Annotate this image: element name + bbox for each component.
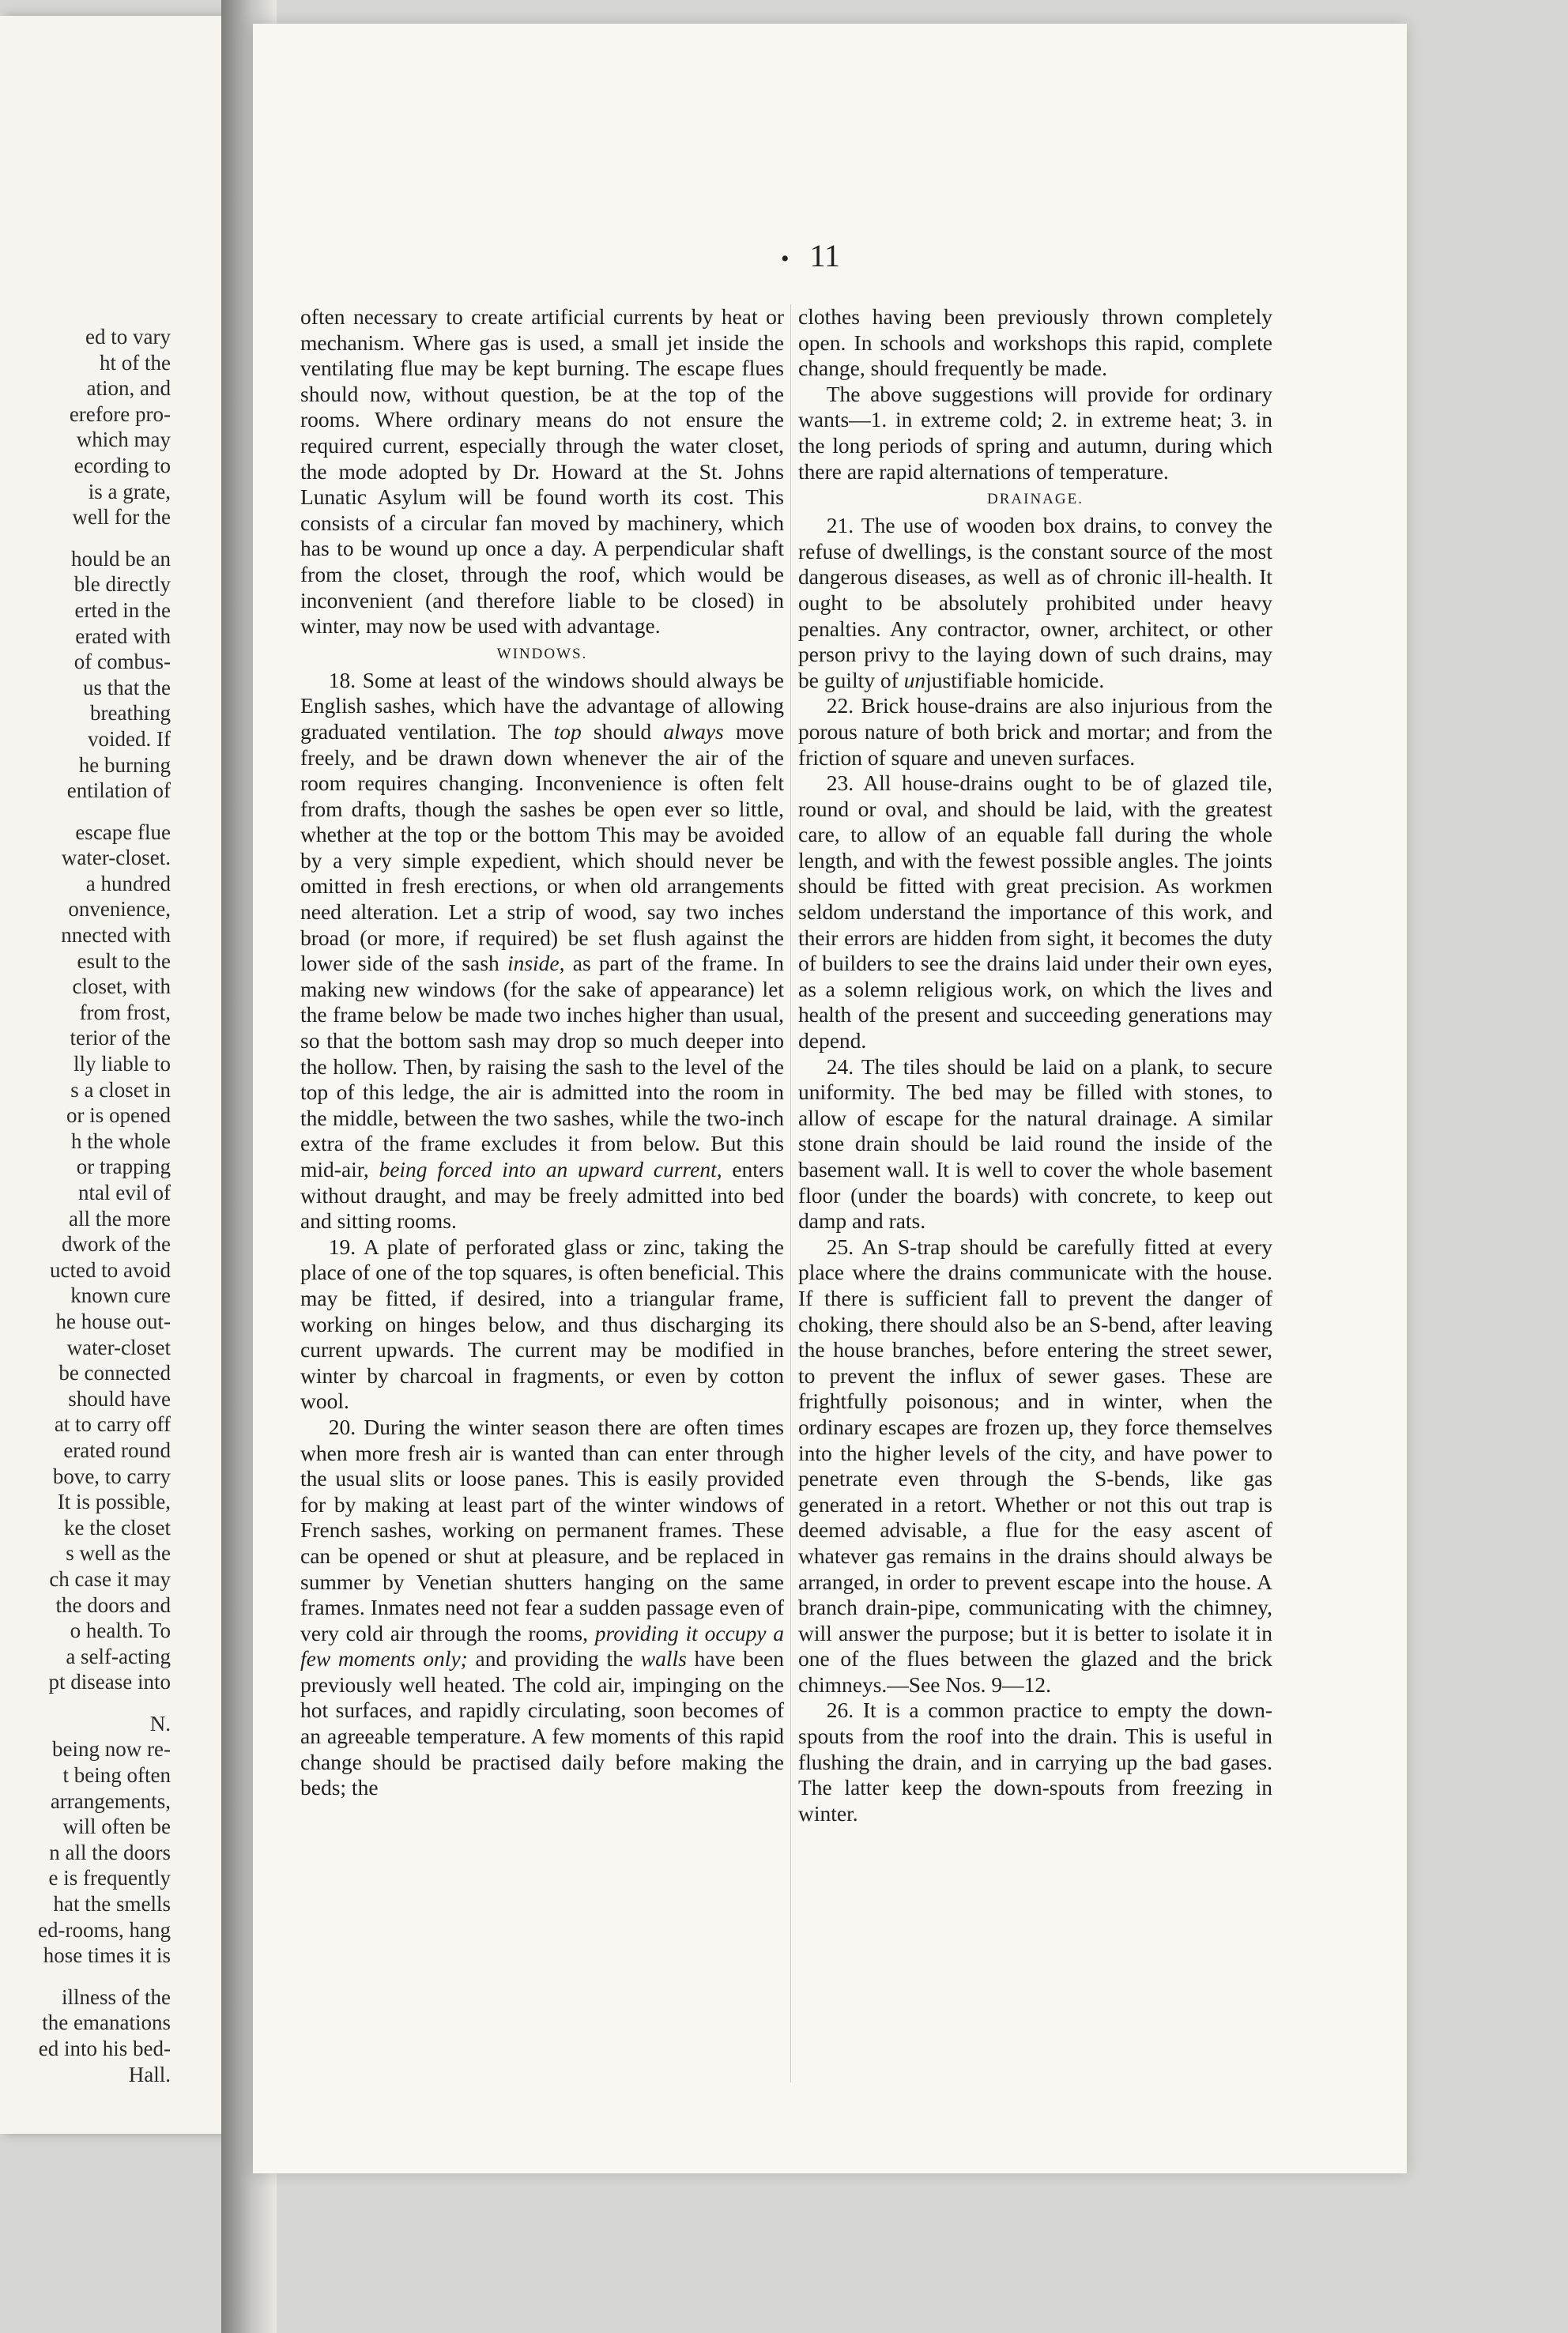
- fragment-line: the doors and: [55, 1592, 171, 1617]
- column-divider: [790, 304, 791, 2082]
- paragraph-21: 21. The use of wooden box drains, to convey the refuse of dwellings, is the constant source of the most dangerous diseases, as well as of chronic ill-health. It ought to be absolutely prohibited under heavy penalties. Any contractor, owner, architect, or other person privy to the laying down of such drains, may be guilty of unjustifiable homicide.: [798, 513, 1272, 692]
- fragment-line: or is opened: [66, 1103, 171, 1128]
- fragment-line: he burning: [78, 752, 171, 777]
- fragment-line: ed to vary: [85, 325, 171, 349]
- paragraph-24: 24. The tiles should be laid on a plank, to secure uniformity. The bed may be filled with stones, to allow of escape for the natural drainage. A similar stone drain should be laid round the inside of the basement wall. It is well to cover the whole basement floor (under the boards) with concrete, to keep out damp and rats.: [798, 1053, 1272, 1234]
- page-number: [781, 237, 840, 274]
- fragment-line: well for the: [72, 505, 171, 530]
- fragment-line: entilation of: [66, 778, 171, 803]
- fragment-line: a hundred: [85, 871, 171, 895]
- fragment-line: ch case it may: [49, 1566, 171, 1591]
- fragment-line: terior of the: [70, 1026, 171, 1050]
- fragment-gap: [0, 1695, 171, 1711]
- fragment-line: ucted to avoid: [50, 1257, 171, 1282]
- fragment-line: water-closet.: [61, 846, 171, 870]
- fragment-line: or trapping: [76, 1155, 171, 1179]
- paragraph-ventilation-continued: often necessary to create artificial currents by heat or mechanism. Where gas is used, a small jet inside the ventilating flue may be kept burning. The escape flues should now, without question, be at the top of the rooms. Where ordinary means do not ensure the required current, especially through the water closet, the mode adopted by Dr. Howard at the St. Johns Lunatic Asylum will be found worth its cost. This consists of a circular fan moved by machinery, which has to be wound up once a day. A perpendicular shaft from the closet, through the roof, which would be inconvenient (and therefore liable to be closed) in winter, may now be used with advantage.: [300, 304, 784, 639]
- fragment-line: voided. If: [88, 726, 171, 751]
- paragraph-19: 19. A plate of perforated glass or zinc, taking the place of one of the top squares, is often beneficial. This may be fitted, if desired, into a triangular frame, working on hinges below, and thus discharging its current upwards. The current may be modified in winter by charcoal in fragments, or even by cotton wool.: [300, 1234, 784, 1414]
- right-column: [798, 304, 1272, 1826]
- fragment-line: is a grate,: [88, 479, 171, 503]
- fragment-line: ntal evil of: [78, 1181, 171, 1204]
- fragment-line: s a closet in: [70, 1077, 171, 1102]
- fragment-line: N.: [149, 1711, 171, 1736]
- section-heading-drainage: DRAINAGE.: [987, 491, 1084, 508]
- fragment-line: breathing: [90, 701, 171, 726]
- fragment-line: will often be: [62, 1815, 171, 1839]
- fragment-line: ed into his bed-: [38, 2037, 171, 2060]
- paragraph-22: 22. Brick house-drains are also injurious from the porous nature of both brick and mortar; and from the friction of square and uneven surfaces.: [798, 693, 1272, 770]
- fragment-line: escape flue: [75, 820, 171, 844]
- left-column: [300, 304, 784, 1801]
- page-number-value: 11: [809, 238, 841, 273]
- fragment-line: t being often: [62, 1763, 171, 1788]
- fragment-line: nnected with: [61, 923, 171, 948]
- fragment-gap: [0, 530, 171, 546]
- fragment-line: onvenience,: [68, 897, 171, 922]
- fragment-line: a self-acting: [66, 1644, 171, 1668]
- fragment-line: dwork of the: [62, 1232, 171, 1257]
- fragment-line: erted in the: [74, 597, 171, 622]
- fragment-line: ble directly: [74, 572, 171, 597]
- fragment-line: n all the doors: [49, 1840, 171, 1864]
- fragment-line: water-closet: [66, 1335, 171, 1359]
- section-heading-windows: WINDOWS.: [496, 645, 588, 662]
- fragment-line: us that the: [83, 675, 171, 699]
- fragment-line: bove, to carry: [52, 1464, 171, 1488]
- fragment-line: s well as the: [66, 1541, 171, 1566]
- fragment-line: the emanations: [42, 2011, 171, 2035]
- fragment-line: erated round: [63, 1438, 171, 1462]
- fragment-line: esult to the: [77, 948, 171, 973]
- fragment-line: ation, and: [86, 376, 171, 401]
- fragment-line: erefore pro-: [69, 401, 171, 426]
- previous-page-fragment: [0, 16, 237, 2134]
- fragment-line: hat the smells: [53, 1892, 171, 1917]
- fragment-line: It is possible,: [57, 1490, 171, 1514]
- fragment-line: o health. To: [70, 1619, 171, 1643]
- page-number-dot: •: [781, 246, 790, 272]
- fragment-line: ed-rooms, hang: [38, 1917, 171, 1942]
- fragment-gap: [0, 1969, 171, 1984]
- fragment-line: closet, with: [72, 974, 171, 999]
- fragment-line: hose times it is: [43, 1943, 171, 1968]
- fragment-line: Hall.: [128, 2062, 171, 2086]
- fragment-line: pt disease into: [48, 1670, 171, 1694]
- paragraph-25: 25. An S-trap should be carefully fitted at every place where the drains communicate with the house. If there is sufficient fall to prevent the danger of choking, there should also be an S-bend, after leaving the house branches, before entering the street sewer, to prevent the influx of sewer gases. These are frightfully poisonous; and in winter, when the ordinary escapes are frozen up, they force themselves into the higher levels of the city, and have power to penetrate even through the S-bends, like gas generated in a retort. Whether or not this out trap is deemed advisable, a flue for the easy ascent of whatever gas remains in the drains should always be arranged, in order to prevent escape into the house. A branch drain-pipe, communicating with the chimney, will answer the purpose; but it is better to isolate it in one of the flues between the glazed and the brick chimneys.—See Nos. 9—12.: [798, 1234, 1272, 1697]
- fragment-line: h the whole: [71, 1129, 171, 1153]
- fragment-line: ke the closet: [64, 1515, 171, 1540]
- paragraph-18: 18. Some at least of the windows should always be English sashes, which have the advantage of allowing graduated ventilation. The top should always move freely, and be drawn down whenever the air of the room requires changing. Inconvenience is often felt from drafts, though the sashes be open ever so little, whether at the top or the bottom This may be avoided by a very simple expedient, which should never be omitted in fresh erections, or when old arrangements need alteration. Let a strip of wood, say two inches broad (or more, if required) be set flush against the lower side of the sash inside, as part of the frame. In making new windows (for the sake of appearance) let the frame below be made two inches higher than usual, so that the bottom sash may drop so much deeper into the hollow. Then, by raising the sash to the level of the top of this ledge, the air is admitted into the room in the middle, between the two sashes, while the two-inch extra of the frame excludes it from below. But this mid-air, being forced into an upward current, enters without draught, and may be freely admitted into bed and sitting rooms.: [300, 667, 784, 1234]
- fragment-line: arrangements,: [50, 1788, 171, 1813]
- fragment-line: illness of the: [62, 1984, 171, 2009]
- paragraph-20: 20. During the winter season there are often times when more fresh air is wanted than can enter through the usual slits or loose panes. This is easily provided for by making at least part of the winter windows of French sashes, working on permanent frames. These can be opened or shut at pleasure, and be replaced in summer by Venetian shutters hanging on the same frames. Inmates need not fear a sudden passage even of very cold air through the rooms, providing it occupy a few moments only; and providing the walls have been previously well heated. The cold air, impinging on the hot surfaces, and rapidly circulating, soon becomes of an agreeable temperature. A few moments of this rapid change should be practised daily before making the beds; the: [300, 1414, 784, 1800]
- fragment-line: be connected: [58, 1361, 171, 1385]
- fragment-line: which may: [76, 428, 171, 452]
- fragment-line: ecording to: [74, 453, 171, 477]
- fragment-line: from frost,: [79, 1000, 171, 1024]
- fragment-line: he house out-: [55, 1309, 171, 1333]
- fragment-line: should have: [68, 1386, 171, 1411]
- fragment-line: at to carry off: [54, 1412, 171, 1437]
- fragment-line: ht of the: [100, 350, 171, 375]
- fragment-gap: [0, 804, 171, 820]
- fragment-line: lly liable to: [74, 1052, 171, 1076]
- paragraph-above-suggestions: The above suggestions will provide for ordinary wants—1. in extreme cold; 2. in extreme heat; 3. in the long periods of spring and autumn, during which there are rapid alternations of temperature.: [798, 381, 1272, 484]
- fragment-line: hould be an: [71, 546, 171, 571]
- paragraph-26: 26. It is a common practice to empty the down-spouts from the roof into the drain. This is useful in flushing the drain, and in carrying up the bad gases. The latter keep the down-spouts from freezing in winter.: [798, 1698, 1272, 1826]
- fragment-line: all the more: [69, 1206, 171, 1231]
- previous-page-text: [0, 324, 171, 2087]
- fragment-line: e is frequently: [48, 1866, 171, 1890]
- paragraph-20-continued: clothes having been previously thrown completely open. In schools and workshops this rapid, complete change, should frequently be made.: [798, 304, 1272, 381]
- fragment-line: of combus-: [74, 650, 171, 674]
- fragment-line: being now re-: [52, 1737, 171, 1762]
- paragraph-23: 23. All house-drains ought to be of glazed tile, round or oval, and should be laid, with the greatest care, to allow of an equable fall during the whole length, and with the fewest possible angles. The joints should be fitted with great precision. As workmen seldom understand the importance of this work, and their errors are hidden from sight, it becomes the duty of builders to see the drains laid under their own eyes, as a solemn religious work, on which the lives and health of the present and succeeding generations may depend.: [798, 771, 1272, 1053]
- fragment-line: erated with: [75, 624, 171, 648]
- fragment-line: known cure: [70, 1283, 171, 1308]
